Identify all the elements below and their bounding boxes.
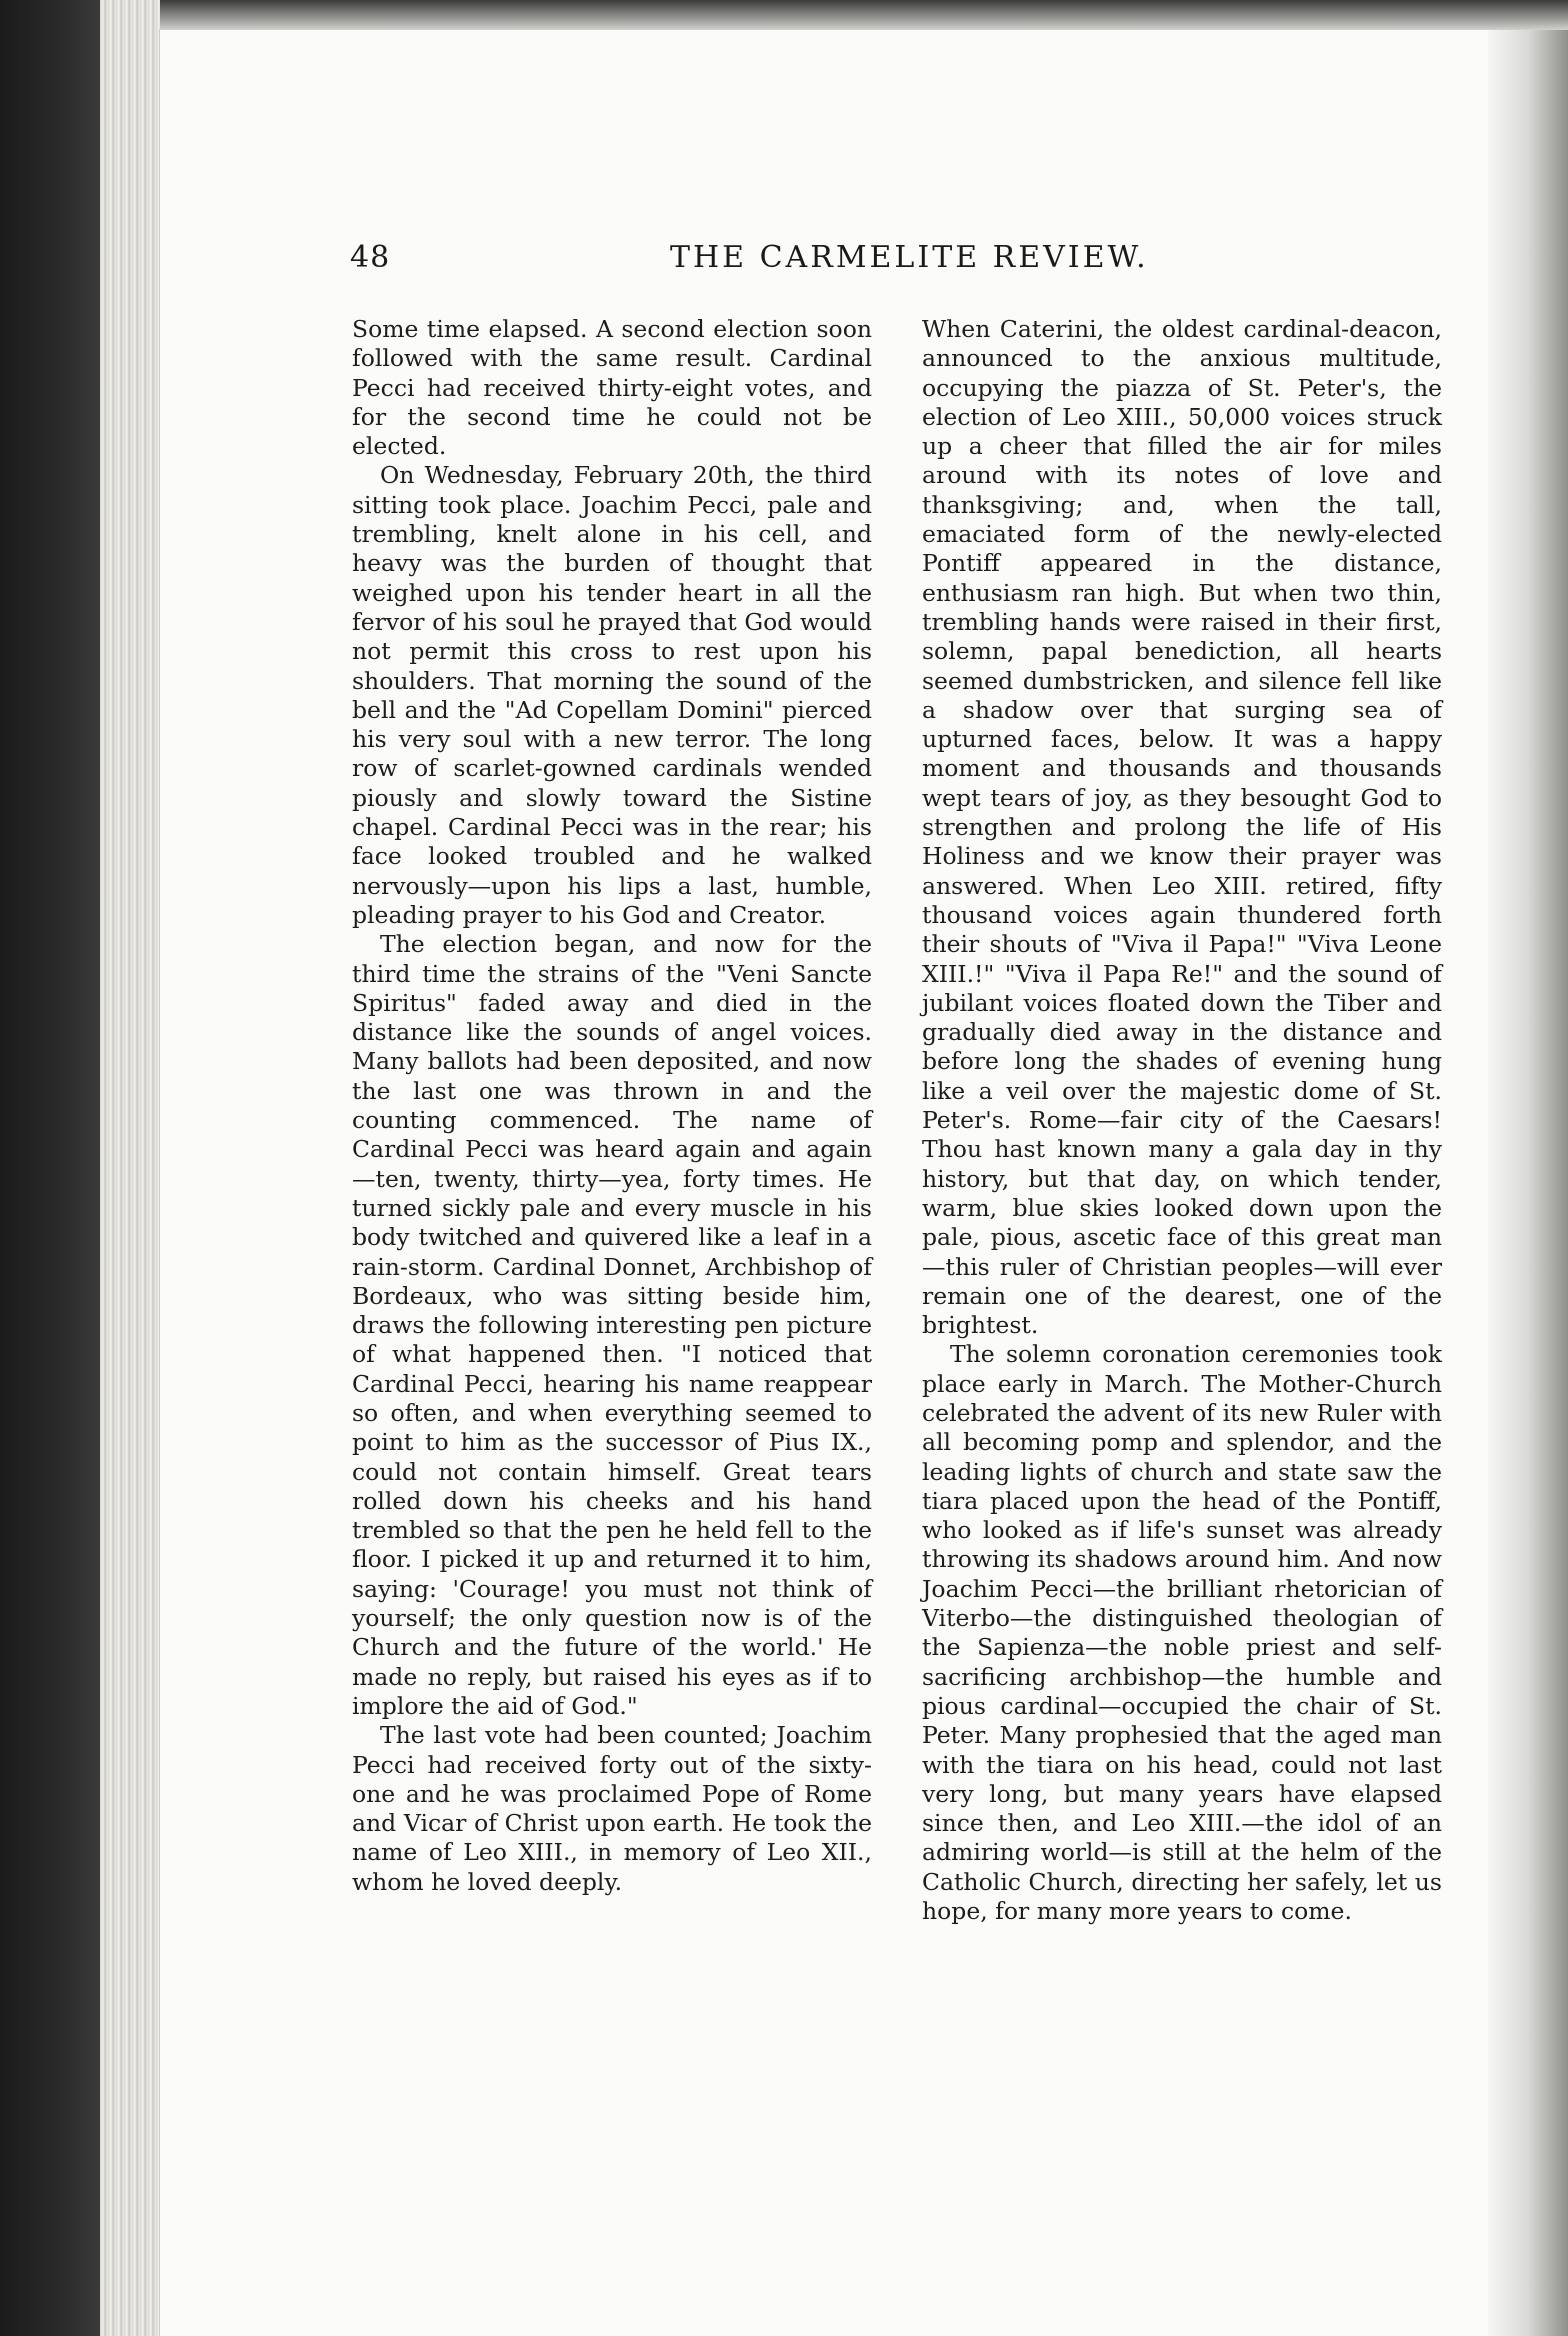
page-number: 48 (350, 240, 391, 275)
top-edge (160, 0, 1568, 30)
left-column (352, 315, 872, 1897)
paragraph: The solemn coronation ceremonies took place early in March. The Mother-Church celebrated the advent of its new Ruler with all becoming pomp and splendor, and the leading lights of church and state saw the tiara placed upon the head of the Pontiff, who looked as if life's sunset was already throwing its shadows around him. And now Joachim Pecci—the brilliant rhetorician of Viterbo—the distinguished theologian of the Sapienza—the noble priest and self-sacrificing archbishop—the humble and pious cardinal—occupied the chair of St. Peter. Many prophesied that the aged man with the tiara on his head, could not last very long, but many years have elapsed since then, and Leo XIII.—the idol of an admiring world—is still at the helm of the Catholic Church, directing her safely, let us hope, for many more years to come. (922, 1340, 1442, 1926)
right-column (922, 315, 1442, 1926)
paragraph: On Wednesday, February 20th, the third sitting took place. Joachim Pecci, pale and trembling, knelt alone in his cell, and heavy was the burden of thought that weighed upon his tender heart in all the fervor of his soul he prayed that God would not permit this cross to rest upon his shoulders. That morning the sound of the bell and the "Ad Copellam Domini" pierced his very soul with a new terror. The long row of scarlet-gowned cardinals wended piously and slowly toward the Sistine chapel. Cardinal Pecci was in the rear; his face looked troubled and he walked nervously—upon his lips a last, humble, pleading prayer to his God and Creator. (352, 461, 872, 929)
paragraph: The last vote had been counted; Joachim Pecci had received forty out of the sixty-one and he was proclaimed Pope of Rome and Vicar of Christ upon earth. He took the name of Leo XIII., in memory of Leo XII., whom he loved deeply. (352, 1721, 872, 1896)
page-gutter-shadow (1488, 30, 1568, 2336)
page-edges (100, 0, 160, 2336)
paragraph: The election began, and now for the third time the strains of the "Veni Sancte Spiritus" faded away and died in the distance like the sounds of angel voices. Many ballots had been deposited, and now the last one was thrown in and the counting commenced. The name of Cardinal Pecci was heard again and again—ten, twenty, thirty—yea, forty times. He turned sickly pale and every muscle in his body twitched and quivered like a leaf in a rain-storm. Cardinal Donnet, Archbishop of Bordeaux, who was sitting beside him, draws the following interesting pen picture of what happened then. "I noticed that Cardinal Pecci, hearing his name reappear so often, and when everything seemed to point to him as the successor of Pius IX., could not contain himself. Great tears rolled down his cheeks and his hand trembled so that the pen he held fell to the floor. I picked it up and returned it to him, saying: 'Courage! you must not think of yourself; the only question now is of the Church and the future of the world.' He made no reply, but raised his eyes as if to implore the aid of God." (352, 930, 872, 1720)
paragraph: When Caterini, the oldest cardinal-deacon, announced to the anxious multitude, occupying the piazza of St. Peter's, the election of Leo XIII., 50,000 voices struck up a cheer that filled the air for miles around with its notes of love and thanksgiving; and, when the tall, emaciated form of the newly-elected Pontiff appeared in the distance, enthusiasm ran high. But when two thin, trembling hands were raised in their first, solemn, papal benediction, all hearts seemed dumbstricken, and silence fell like a shadow over that surging sea of upturned faces, below. It was a happy moment and thousands and thousands wept tears of joy, as they besought God to strengthen and prolong the life of His Holiness and we know their prayer was answered. When Leo XIII. retired, fifty thousand voices again thundered forth their shouts of "Viva il Papa!" "Viva Leone XIII.!" "Viva il Papa Re!" and the sound of jubilant voices floated down the Tiber and gradually died away in the distance and before long the shades of evening hung like a veil over the majestic dome of St. Peter's. Rome—fair city of the Caesars! Thou hast known many a gala day in thy history, but that day, on which tender, warm, blue skies looked down upon the pale, pious, ascetic face of this great man—this ruler of Christian peoples—will ever remain one of the dearest, one of the brightest. (922, 315, 1442, 1340)
page-header (350, 240, 1450, 290)
paragraph: Some time elapsed. A second election soon followed with the same result. Cardinal Pecci had received thirty-eight votes, and for the second time he could not be elected. (352, 315, 872, 461)
running-title: THE CARMELITE REVIEW. (670, 240, 1149, 275)
